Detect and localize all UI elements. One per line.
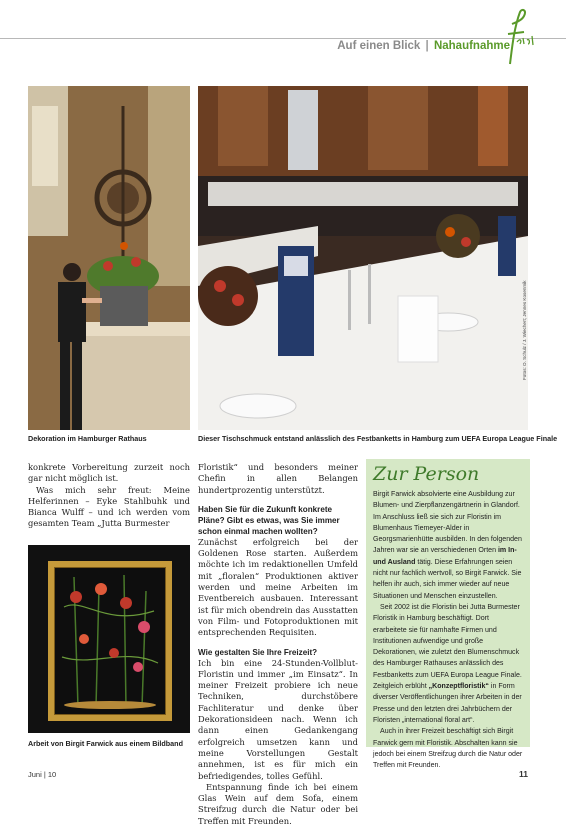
interview-question: Haben Sie für die Zukunft konkrete Pläne? Gibt es etwas, was Sie immer schon einmal machen wollten? bbox=[198, 504, 340, 536]
info-paragraph: Auch in ihrer Freizeit beschäftigt sich Birgit Farwick gern mit Floristik. Abschalten kann sie jedoch bei einem Streifzug durch die Natur oder Treffen mit Freunden. bbox=[373, 728, 523, 770]
caption-bottom-photo: Arbeit von Birgit Farwick aus einem Bildband bbox=[28, 739, 183, 748]
section-header bbox=[337, 40, 510, 52]
article-column-2 bbox=[198, 462, 358, 827]
article-paragraph: Floristik“ und besonders meiner Chefin in allen Belangen hundertprozentig unterstützt. bbox=[198, 462, 358, 495]
info-box-title: Zur Person bbox=[373, 463, 480, 485]
page-number: 11 bbox=[519, 769, 528, 779]
info-paragraph: Birgit Farwick absolvierte eine Ausbildung zur Blumen- und Zierpflanzengärtnerin in Glandorf. Im Anschluss ließ sie sich zur Floristin im Blumenhaus Tiemeyer-Alder in Georgsmarienhütte ausbilden. In den folgenden Jahren war sie an verschiedenen Orten im In- und Ausland tätig. Diese Erfahrungen seien nicht nur fachlich wertvoll, so Birgit Farwick. Sie helfen ihr auch, sich immer wieder auf neue Situationen und Menschen einzustellen. bbox=[373, 491, 522, 600]
info-paragraph: Seit 2002 ist die Floristin bei Jutta Burmester Floristik in Hamburg beschäftigt. Dort erarbeitete sie für namhafte Firmen und Institutionen aufwendige und große Dekorationen, wie zuletzt den Blumenschmuck des Hamburger Rathauses anlässlich des Festbanketts zum UEFA Europa League Finale. Zeitgleich erblüht „Konzeptfloristik“ in Form diverser Veröffentlichungen ihrer Arbeiten in der Presse und den letzten drei Jahrbüchern der Floristen „international floral art“. bbox=[373, 603, 522, 724]
section-separator: | bbox=[425, 40, 429, 52]
photo-banquet-table bbox=[198, 86, 528, 430]
interview-answer: Ich bin eine 24-Stunden-Vollblut-Floristin und immer „im Einsatz“. In meiner Freizeit probiere ich neue Techniken, durchstöbere Fachliteratur und denke über Dekorationsideen nach. Wenn ich dann einen Gedankengang erfolgreich umsetzen kann und meine Vorstellungen Gestalt annehmen, ist es für mich ein befriedigendes, tolles Gefühl. bbox=[198, 657, 358, 781]
interview-answer: Zunächst erfolgreich bei der Goldenen Rose starten. Außerdem möchte ich im redaktionellen Umfeld mit „floralen“ Produktionen aktiver werden und meine Arbeiten im Eventbereich ausbauen. Interessant ist für mich obendrein das Ausstatten von Film- und Fotoproduktionen mit entsprechenden Requisiten. bbox=[198, 536, 358, 638]
section-label: Auf einen Blick bbox=[337, 40, 421, 52]
florist-logo bbox=[500, 8, 540, 66]
interview-question: Wie gestalten Sie Ihre Freizeit? bbox=[198, 647, 318, 657]
section-highlight: Nahaufnahme bbox=[433, 40, 510, 52]
caption-left-photo: Dekoration im Hamburger Rathaus bbox=[28, 434, 147, 443]
article-column-1 bbox=[28, 462, 190, 530]
artwork-frame bbox=[48, 561, 172, 721]
caption-right-photo: Dieser Tischschmuck entstand anlässlich des Festbanketts in Hamburg zum UEFA Europa League Finale bbox=[198, 434, 558, 443]
issue-label: Juni | 10 bbox=[28, 770, 57, 779]
info-box-person bbox=[366, 459, 530, 770]
interview-answer: Entspannung finde ich bei einem Glas Wein auf dem Sofa, einem Streifzug durch die Natur oder bei Treffen mit Freunden. bbox=[198, 781, 358, 826]
photo-rathaus-decoration bbox=[28, 86, 190, 430]
header-rule bbox=[0, 38, 566, 39]
article-paragraph: Was mich sehr freut: Meine Helferinnen – Eyke Stahlbuhk und Bianca Wulff – und ich werden vom gesamten Team „Jutta Burmester bbox=[28, 484, 190, 529]
article-paragraph: konkrete Vorbereitung zurzeit noch gar nicht möglich ist. bbox=[28, 462, 190, 484]
photo-credit: Fotos: O. Schulz / J. Wiechert; Jennes Kosenmik bbox=[522, 280, 527, 380]
photo-framed-artwork bbox=[28, 545, 190, 733]
